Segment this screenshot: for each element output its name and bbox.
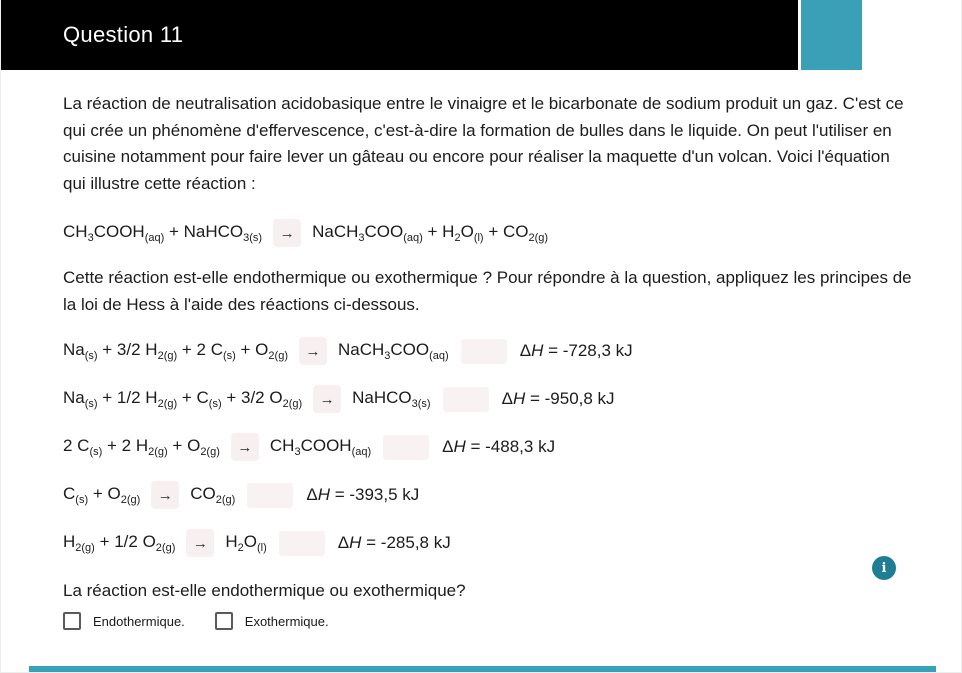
reaction-arrow-icon: → [231,433,259,461]
reaction-reactants: $Na_{(s)} + 3/2$ $H_{2(g)} + 2$ $C_{(s)} + O_{2(g)}$ [63,340,288,362]
hess-instruction-paragraph: Cette réaction est-elle endothermique ou exothermique ? Pour répondre à la question, appliquez les principes de la loi de Hess à l'aide des réactions ci-dessous. [63,268,912,314]
answer-blank-slot[interactable] [279,531,325,556]
teal-accent-square [801,0,862,70]
enthalpy-value: ΔH = -285,8 kJ [337,533,451,552]
choice-endothermique[interactable] [63,612,185,630]
reaction-arrow-icon: → [186,529,214,557]
hess-reaction-row [63,528,451,558]
reaction-reactants: $C_{(s)} + O_{2(g)}$ [63,484,141,506]
reaction-arrow-icon: → [313,385,341,413]
hess-reaction-row [63,384,615,414]
reaction-product: $NaCH_3COO_{(aq)}$ [337,340,449,362]
reaction-product: $CH_3COOH_{(aq)}$ [269,436,372,458]
reaction-arrow-icon: → [299,337,327,365]
enthalpy-value: ΔH = -488,3 kJ [442,437,556,456]
info-icon: i [881,560,887,576]
main-equation-products: $NaCH_3COO_{(aq)} + H_2O_{(l)} + CO_{2(g)}$ [312,222,549,244]
reaction-reactants: $H_{2(g)} + 1/2$ $O_{2(g)}$ [63,532,176,554]
main-equation-reactants: $CH_3COOH_{(aq)}$ + NaHCO$_{3(s)}$ [63,222,263,244]
reaction-product: NaHCO$_{3(s)}$ [352,388,431,410]
bottom-accent-bar [29,666,936,673]
choice-label: Exothermique. [244,613,329,629]
answer-blank-slot[interactable] [443,387,489,412]
reaction-product: $H_2O_{(l)}$ [225,532,267,554]
header-bar [1,0,798,70]
choice-label: Endothermique. [93,613,185,629]
reaction-arrow-icon: → [151,481,179,509]
intro-paragraph: La réaction de neutralisation acidobasique entre le vinaigre et le bicarbonate de sodium produit un gaz. C'est ce qui crée un phénomène d'effervescence, c'est-à-dire la formation de bulles dans le liquide. On peut l'utiliser en cuisine notamment pour faire lever un gâteau ou encore pour réaliser la maquette d'un volcan. Voici l'équation qui illustre cette réaction : [63,94,904,193]
final-question-text: La réaction est-elle endothermique ou exothermique? [63,581,466,600]
enthalpy-value: ΔH = -950,8 kJ [501,389,615,408]
answer-choices [63,612,329,630]
answer-blank-slot[interactable] [461,339,507,364]
hess-reaction-row [63,432,555,462]
answer-blank-slot[interactable] [383,435,429,460]
answer-blank-slot[interactable] [247,483,293,508]
reaction-reactants: $Na_{(s)} + 1/2$ $H_{2(g)} + C_{(s)} + 3/2$ $O_{2(g)}$ [63,388,303,410]
hess-reaction-row [63,336,633,366]
enthalpy-value: ΔH = -728,3 kJ [519,341,633,360]
exothermique-checkbox[interactable] [215,612,233,630]
hess-reaction-row [63,480,419,510]
enthalpy-value: ΔH = -393,5 kJ [306,485,420,504]
main-equation-row [63,218,548,248]
choice-exothermique[interactable] [215,612,329,630]
page-title: Question 11 [63,22,184,47]
info-button[interactable] [872,556,896,580]
endothermique-checkbox[interactable] [63,612,81,630]
reaction-arrow-icon: → [273,219,301,247]
reaction-reactants: 2 $C_{(s)} + 2$ $H_{2(g)} + O_{2(g)}$ [63,436,220,458]
reaction-product: $CO_{2(g)}$ [190,484,236,506]
